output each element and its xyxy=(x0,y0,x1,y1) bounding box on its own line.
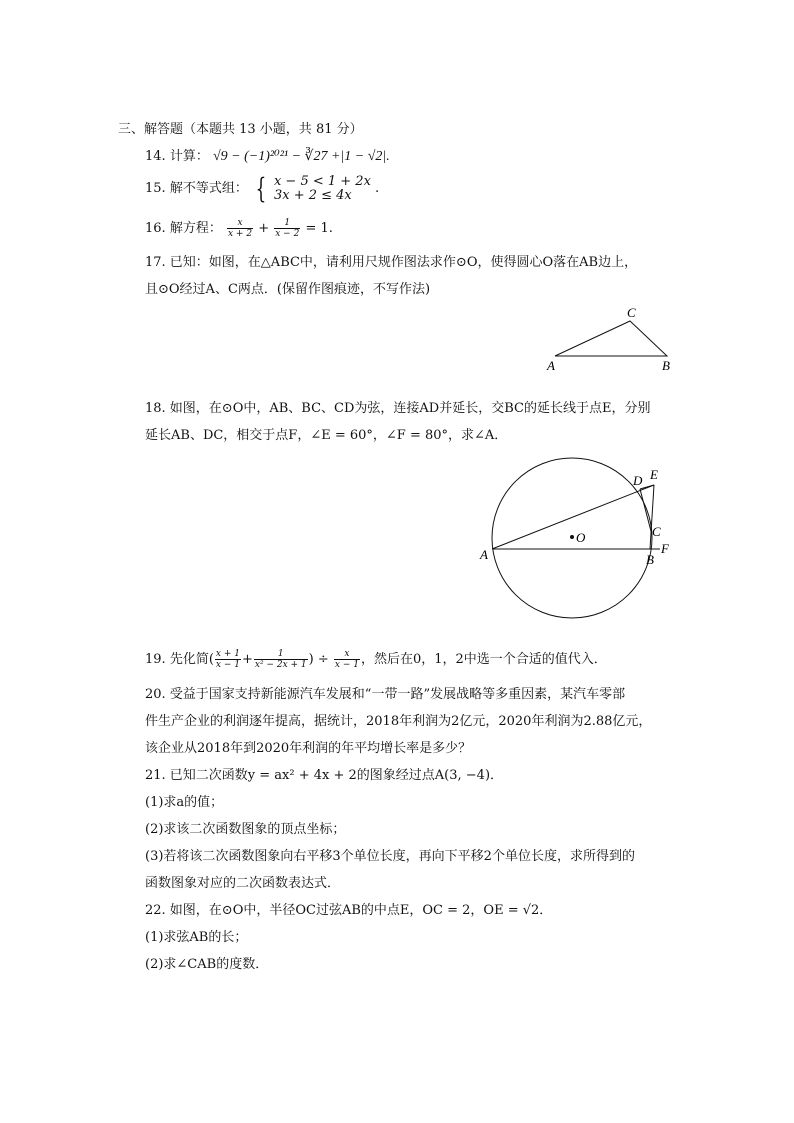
label-e: E xyxy=(650,467,658,482)
question-14 xyxy=(145,148,390,166)
q14-number: 14. xyxy=(145,149,166,164)
question-15 xyxy=(145,171,380,205)
fraction-numerator: x xyxy=(227,218,253,229)
question-20-line-3: 该企业从2018年到2020年利润的年平均增长率是多少？ xyxy=(145,741,472,756)
q14-label: 计算： xyxy=(169,149,209,164)
label-b: B xyxy=(646,552,654,567)
question-21-part-3b: 函数图象对应的二次函数表达式． xyxy=(145,876,341,891)
plus-sign: + xyxy=(241,652,253,667)
fraction-numerator: x + 1 xyxy=(215,649,240,659)
q16-fraction-1 xyxy=(227,218,253,239)
q15-label: 解不等式组： xyxy=(169,181,248,196)
q19-tail: ，然后在0，1，2中选一个合适的值代入． xyxy=(360,652,607,667)
question-19 xyxy=(145,646,607,674)
line-ae xyxy=(492,485,654,549)
fraction-denominator: x + 2 xyxy=(227,229,253,239)
question-20-line-1: 20. 受益于国家支持新能源汽车发展和“一带一路”发展战略等多重因素，某汽车零部 xyxy=(145,687,626,702)
q19-fraction-1 xyxy=(215,649,241,670)
center-dot xyxy=(570,535,574,539)
triangle-abc-figure xyxy=(540,306,680,376)
label-f: F xyxy=(661,541,669,556)
label-c: C xyxy=(652,524,661,539)
label-d: D xyxy=(633,473,643,488)
triangle-abc xyxy=(555,321,667,356)
question-22-part-1: (1)求弦AB的长； xyxy=(145,930,248,945)
fraction-denominator: x − 2 xyxy=(275,229,300,239)
question-21-part-1: (1)求a的值； xyxy=(145,795,224,810)
question-22-line-1: 22. 如图，在⊙O中，半径OC过弦AB的中点E，OC = 2，OE = √2． xyxy=(145,903,553,918)
fraction-denominator: x − 1 xyxy=(334,660,359,670)
q14-expression: √9 − (−1)²⁰²¹ − ∛27 +|1 − √2|. xyxy=(212,149,390,164)
question-22-part-2: (2)求∠CAB的度数． xyxy=(145,957,269,972)
q16-label: 解方程： xyxy=(169,221,222,236)
label-a: A xyxy=(480,547,488,562)
fraction-numerator: 1 xyxy=(274,218,300,229)
question-18-line-2: 延长AB、DC，相交于点F，∠E = 60°，∠F = 80°，求∠A． xyxy=(145,428,508,443)
left-brace: { xyxy=(255,171,267,205)
circle-figure-q18 xyxy=(475,453,685,623)
fraction-denominator: x² − 2x + 1 xyxy=(254,660,307,670)
q19-number: 19. xyxy=(145,652,166,667)
question-21-part-3a: (3)若将该二次函数图象向右平移3个单位长度，再向下平移2个单位长度，求所得到的 xyxy=(145,849,635,864)
question-17-line-1: 17. 已知：如图，在△ABC中，请利用尺规作图法求作⊙O，使得圆心O落在AB边上， xyxy=(145,255,638,270)
fraction-denominator: x − 1 xyxy=(215,660,240,670)
fraction-numerator: x xyxy=(334,649,360,660)
q19-mid: ) ÷ xyxy=(308,652,329,667)
question-21-line-1: 21. 已知二次函数y = ax² + 4x + 2的图象经过点A(3, −4)． xyxy=(145,768,504,783)
q15-end: . xyxy=(375,181,380,196)
inequality-system xyxy=(274,175,371,203)
q15-number: 15. xyxy=(145,181,166,196)
section-header: 三、解答题（本题共 13 小题，共 81 分） xyxy=(118,122,363,137)
fraction-numerator: 1 xyxy=(254,649,308,660)
q19-fraction-2 xyxy=(254,649,308,670)
question-21-part-2: (2)求该二次函数图象的顶点坐标； xyxy=(145,822,346,837)
q19-label: 先化简( xyxy=(169,652,214,667)
q16-number: 16. xyxy=(145,221,166,236)
label-b: B xyxy=(662,358,670,373)
plus-sign: + xyxy=(258,221,270,236)
question-18-line-1: 18. 如图，在⊙O中，AB、BC、CD为弦，连接AD并延长，交BC的延长线于点E，分别 xyxy=(145,401,651,416)
q16-fraction-2 xyxy=(274,218,300,239)
inequality-1: x − 5 < 1 + 2x xyxy=(273,173,371,189)
inequality-2: 3x + 2 ≤ 4x xyxy=(273,187,352,203)
line-dc xyxy=(640,489,652,535)
q19-fraction-3 xyxy=(334,649,360,670)
label-a: A xyxy=(547,358,555,373)
label-c: C xyxy=(627,306,636,320)
question-16 xyxy=(145,216,333,242)
question-20-line-2: 件生产企业的利润逐年提高，据统计，2018年利润为2亿元，2020年利润为2.88亿元， xyxy=(145,714,652,729)
label-o: O xyxy=(576,530,586,545)
question-17-line-2: 且⊙O经过A、C两点．(保留作图痕迹，不写作法) xyxy=(145,282,431,297)
q16-rhs: = 1. xyxy=(305,221,333,236)
